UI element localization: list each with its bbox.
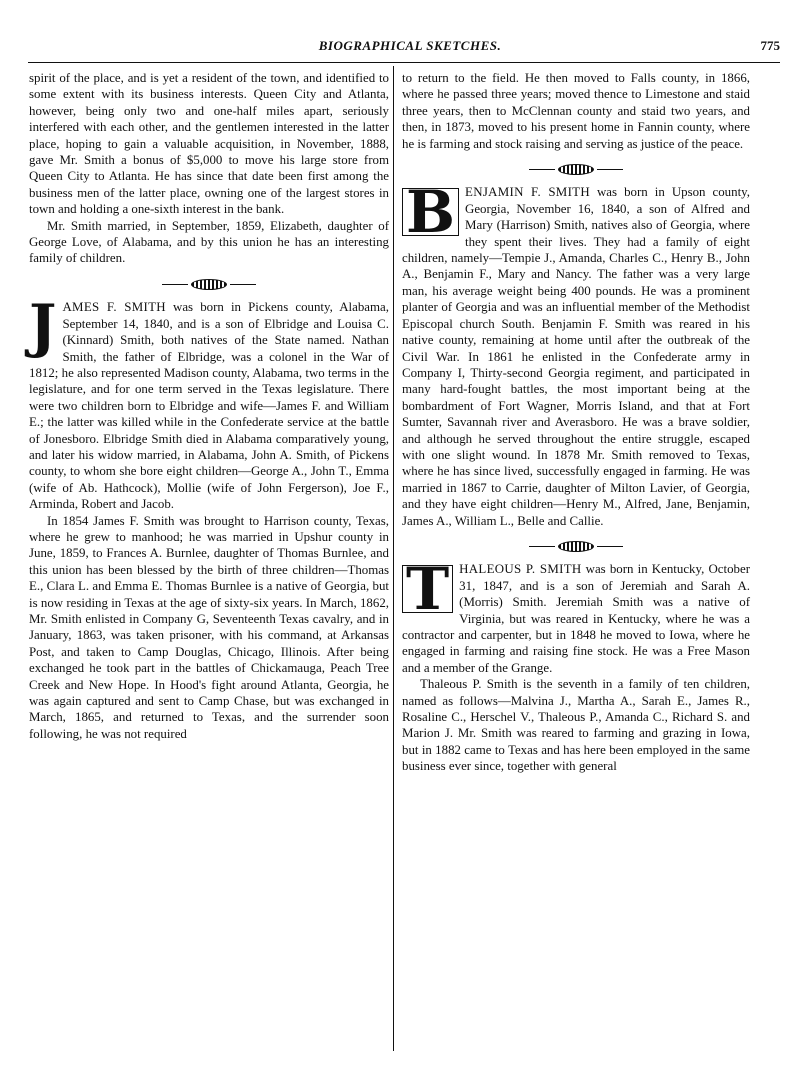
- paragraph-marriage: Mr. Smith married, in September, 1859, Elizabeth, daughter of George Love, of Alabama, and by this union he has an interesting family of children.: [29, 218, 389, 266]
- paragraph-james-texas: In 1854 James F. Smith was brought to Harrison county, Texas, where he grew to manhood; he was married in Upshur county in June, 1859, to Frances A. Burnlee, daughter of Thomas Burnlee, and this union has been blessed by the birth of three children—Thomas E., Clara L. and Emma E. Thomas Burnlee is a native of Georgia, but is now residing in Texas at the age of sixty-six years. In March, 1862, Mr. Smith enlisted in Company G, Seventeenth Texas cavalry, and in January, 1863, was taken prisoner, with his command, at Arkansas Post, and taken to Camp Douglas, Chicago, Illinois. After being exchanged he took part in the battles of Chickamauga, Peach Tree Creek and New Hope. In Hood's fight around Atlanta, Georgia, he was again captured and sent to Camp Chase, but was exchanged in March, 1865, and returned to Texas, and the surrender soon following, he was not required: [29, 513, 389, 741]
- dropcap-t: T: [402, 565, 453, 613]
- page-number: 775: [760, 38, 780, 53]
- paragraph-thaleous-family: Thaleous P. Smith is the seventh in a family of ten children, named as follows—Malvina J., Martha A., Sarah E., James R., Rosaline C., Herschel V., Thaleous P., Amanda C., Richard S. and Marion J. Mr. Smith was reared to farming and grazing in Iowa, but in 1882 came to Texas and has here been employed in the same business ever since, together with general: [402, 677, 750, 774]
- sketch-name: ENJAMIN F. SMITH: [465, 185, 590, 200]
- section-ornament: [402, 160, 750, 176]
- paragraph-continued-right: to return to the field. He then moved to Falls county, in 1866, where he passed three years; moved thence to Limestone and staid three years, then to McClennan county and staid two years, and then, in 1873, moved to his present home in Fannin county, where he is farming and stock raising and serving as justice of the peace.: [402, 71, 750, 151]
- header-rule: [28, 62, 780, 63]
- dropcap-b: B: [402, 188, 459, 236]
- column-divider: [393, 66, 394, 1051]
- running-title: BIOGRAPHICAL SKETCHES.: [318, 38, 502, 53]
- left-column: [29, 70, 389, 742]
- section-ornament: [29, 275, 389, 291]
- paragraph-continued: spirit of the place, and is yet a resident of the town, and identified to some extent with its business interests. Queen City and Atlanta, however, being only two and one-half miles apart, seriously interfered with each other, and the gentlemen interested in the latter place, hoping to gain a valuable acquisition, in November, 1888, gave Mr. Smith a bonus of $5,000 to move his large store from Queen City to Atlanta. He has since that date been first among the business men of the latter place, owning one of the largest stores in town and holding a one-sixth interest in the bank.: [29, 71, 389, 217]
- dropcap-j: J: [29, 292, 57, 361]
- sketch-benjamin-f-smith: [402, 178, 750, 529]
- sketch-text: was born in Pickens county, Alabama, September 14, 1840, and is a son of Elbridge and Louisa C. (Kinnard) Smith, both natives of the State named. Nathan Smith, the father of Elbridge, was a colonel in the War of 1812; he also represented Madison county, Alabama, two terms in the legislature, and for one term served in the Texas legislature. There were two children born to Elbridge and wife—James F. and William E.; the latter was killed while in the Confederate service at the battle of Jonesboro. Elbridge Smith died in Alabama comparatively young, and later his widow married, in Alabama, John A. Smith, of Pickens county, to whom she bore eight children—George A., John T., Emma (wife of Ab. Hathcock), Mollie (wife of John Fergerson), Joe F., Arminda, Robert and Jacob.: [29, 300, 389, 512]
- sketch-text: was born in Upson county, Georgia, November 16, 1840, a son of Alfred and Mary (Harrison) Smith, natives also of Georgia, where they spent their lives. They had a family of eight children, namely—Tempie J., Amanda, Charles C., Henry B., John A., Benjamin F., Mary and Nancy. The father was a very large man, his average weight being 400 pounds. He was a prominent planter of Georgia and was an influential member of the Methodist Episcopal church South. Benjamin F. Smith was reared in his native county, remaining at home until after the outbreak of the Civil War. In 1861 he enlisted in the Confederate army in Company I, Thirty-second Georgia regiment, and participated in many hard-fought battles, the most important being at the bombardment of Fort Wagner, Morris Island, and that at Fort Sumter, Savannah river and Averasboro. He was a brave soldier, and although he served throughout the entire struggle, escaped with one slight wound. In 1878 Mr. Smith removed to Texas, where he has since lived, successfully engaged in farming. He was married in 1867 to Carrie, daughter of Milton Lavier, of Georgia, and they have eight children—Henry M., Alfred, Jane, Benjamin, James A., William L., Belle and Callie.: [402, 185, 750, 528]
- sketch-thaleous-p-smith: [402, 555, 750, 676]
- section-ornament: [402, 537, 750, 553]
- sketch-james-f-smith: [29, 292, 389, 512]
- sketch-name: HALEOUS P. SMITH: [459, 562, 582, 577]
- right-column: [402, 70, 750, 775]
- sketch-text: was born in Kentucky, October 31, 1847, and is a son of Jeremiah and Sarah A. (Morris) Smith. Jeremiah Smith was a native of Virginia, but was reared in Kentucky, where he was a contractor and carpenter, but in 1848 he moved to Iowa, where he engaged in farming and raising fine stock. He was a Free Mason and a member of the Grange.: [402, 562, 750, 675]
- sketch-name: AMES F. SMITH: [62, 300, 166, 315]
